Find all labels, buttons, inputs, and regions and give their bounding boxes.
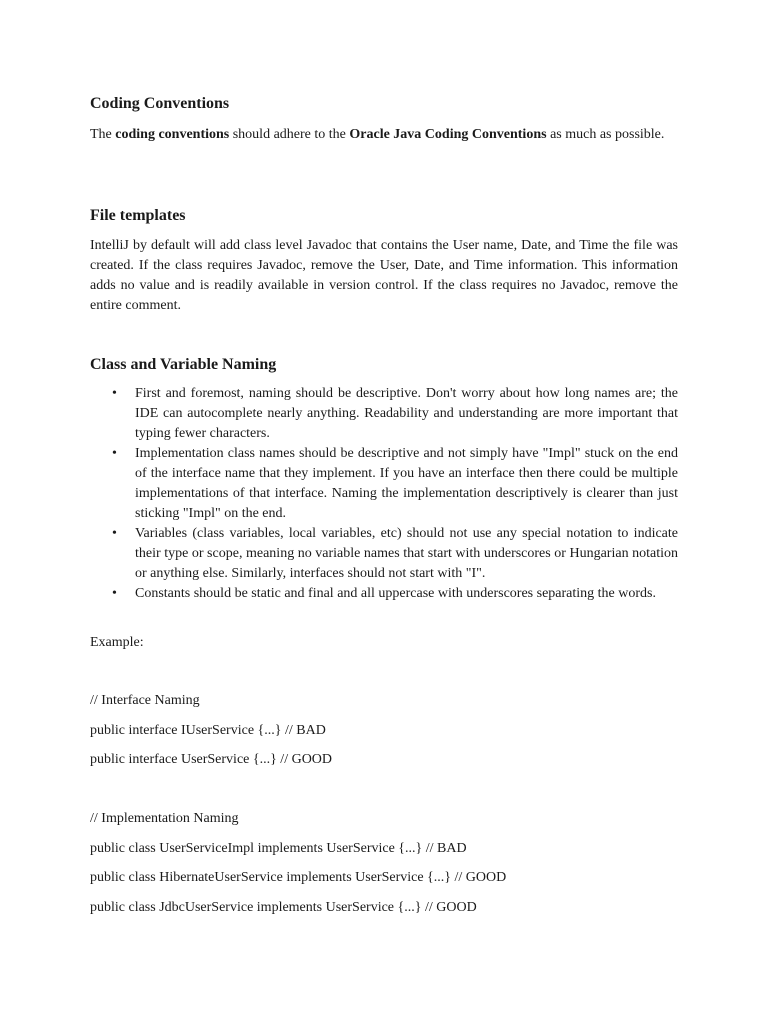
list-item bbox=[90, 384, 678, 444]
bullet-glyph: • bbox=[112, 386, 117, 401]
list-item-text: Variables (class variables, local variables, etc) should not use any special notation to indicate their type or scope, meaning no variable names that start with underscores or Hungarian notation or anything else. Similarly, interfaces should not start with "I". bbox=[135, 526, 678, 581]
bullet-glyph: • bbox=[112, 526, 117, 541]
code-comment-interface-naming: // Interface Naming bbox=[90, 693, 200, 708]
list-item bbox=[90, 524, 678, 584]
code-line: public class JdbcUserService implements UserService {...} // GOOD bbox=[90, 900, 477, 915]
list-item bbox=[90, 444, 678, 524]
example-label: Example: bbox=[90, 635, 144, 650]
bold-term-coding-conventions: coding conventions bbox=[115, 127, 230, 142]
heading-class-variable-naming: Class and Variable Naming bbox=[90, 356, 277, 373]
text-segment: as much as possible. bbox=[546, 127, 665, 142]
heading-file-templates: File templates bbox=[90, 207, 186, 224]
heading-coding-conventions: Coding Conventions bbox=[90, 95, 230, 112]
list-item-text: First and foremost, naming should be descriptive. Don't worry about how long names are; the IDE can autocomplete nearly anything. Readability and understanding are more important that typing fewer characters. bbox=[135, 386, 678, 441]
naming-bullet-list bbox=[90, 384, 678, 604]
list-item-text: Constants should be static and final and all uppercase with underscores separating the words. bbox=[135, 586, 656, 601]
bullet-glyph: • bbox=[112, 586, 117, 601]
list-item-text: Implementation class names should be descriptive and not simply have "Impl" stuck on the end of the interface name that they implement. If you have an interface then there could be multiple implementations of that interface. Naming the implementation descriptively is clearer than just sticking "Impl" on the end. bbox=[135, 446, 678, 521]
code-line: public interface IUserService {...} // BAD bbox=[90, 723, 326, 738]
code-comment-implementation-naming: // Implementation Naming bbox=[90, 811, 239, 826]
text-segment: should adhere to the bbox=[229, 127, 350, 142]
code-line: public class HibernateUserService implements UserService {...} // GOOD bbox=[90, 870, 507, 885]
text-segment: The bbox=[90, 127, 116, 142]
bullet-glyph: • bbox=[112, 446, 117, 461]
list-item bbox=[90, 584, 678, 604]
paragraph-file-templates: IntelliJ by default will add class level Javadoc that contains the User name, Date, and Time the file was created. If the class requires Javadoc, remove the User, Date, and Time information. This information adds no value and is readily available in version control. If the class requires no Javadoc, remove the entire comment. bbox=[90, 238, 678, 313]
code-line: public class UserServiceImpl implements UserService {...} // BAD bbox=[90, 841, 467, 856]
paragraph-coding-conventions bbox=[90, 125, 678, 145]
code-line: public interface UserService {...} // GOOD bbox=[90, 752, 333, 767]
bold-term-oracle-conventions: Oracle Java Coding Conventions bbox=[349, 127, 547, 142]
